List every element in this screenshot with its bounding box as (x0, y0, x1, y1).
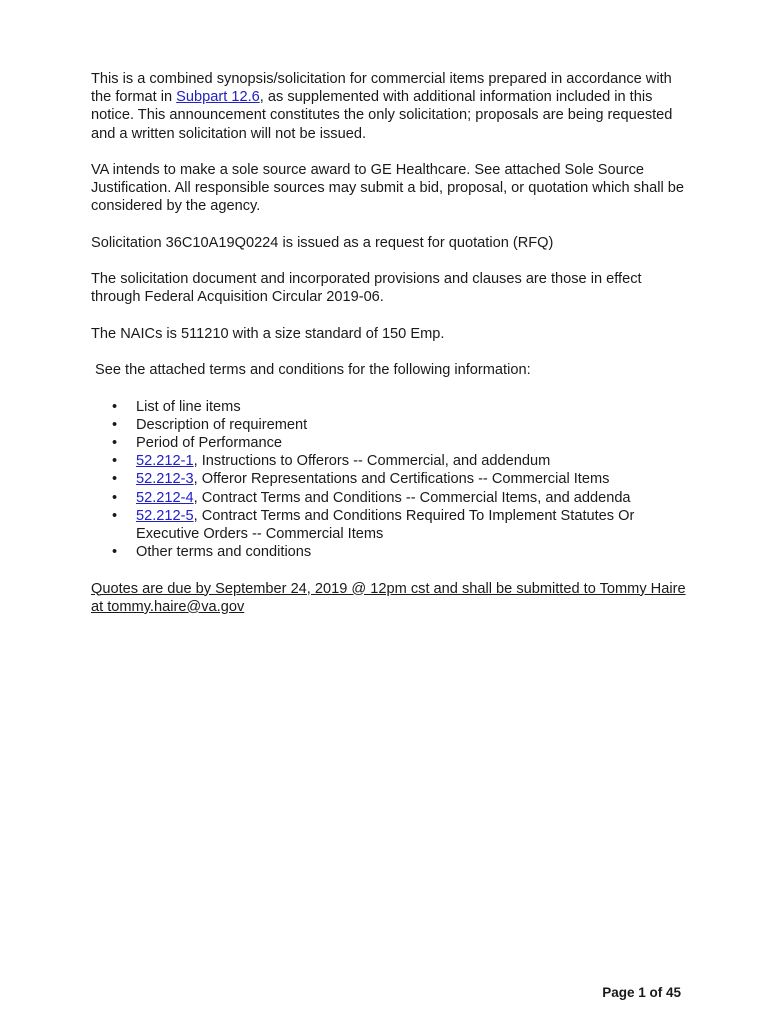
intro-paragraph (91, 70, 691, 143)
naics-paragraph: The NAICs is 511210 with a size standard of 150 Emp. (91, 325, 445, 342)
sole-source-paragraph: VA intends to make a sole source award to GE Healthcare. See attached Sole Source Justification. All responsible sources may submit a bid, proposal, or quotation which shall be considered by the agency. (91, 162, 684, 215)
bullet-icon: • (112, 544, 118, 561)
bullet-icon: • (112, 489, 118, 506)
bullet-icon: • (112, 434, 118, 451)
list-item (91, 470, 691, 488)
clause-link-52-212-4[interactable]: 52.212-4 (136, 489, 194, 506)
intro-text-start: This is a combined synopsis/solicitation for commercial items prepared in accordance with the format in (91, 71, 672, 106)
list-item (91, 398, 691, 416)
list-item (91, 507, 691, 543)
quote-deadline: Quotes are due by September 24, 2019 @ 12pm cst and shall be submitted to Tommy Haire at tommy.haire@va.gov (91, 580, 686, 615)
clause-link-52-212-1[interactable]: 52.212-1 (136, 453, 194, 470)
list-item-text: Period of Performance (136, 434, 283, 451)
list-intro: See the attached terms and conditions for the following information: (95, 362, 531, 379)
list-item-text: List of line items (136, 398, 241, 415)
list-item (91, 416, 691, 434)
page-number: Page 1 of 45 (602, 985, 681, 1000)
list-item-text: Other terms and conditions (136, 544, 312, 561)
intro-text-end: , as supplemented with additional information included in this notice. This announcement constitutes the only solicitation; proposals are being requested and a written solicitation will not be issued. (91, 89, 673, 142)
bullet-icon: • (112, 471, 118, 488)
provisions-paragraph: The solicitation document and incorporated provisions and clauses are those in effect through Federal Acquisition Circular 2019-06. (91, 271, 642, 306)
bullet-icon: • (112, 398, 118, 415)
clause-link-52-212-3[interactable]: 52.212-3 (136, 471, 194, 488)
list-item (91, 489, 691, 507)
list-item-text: , Instructions to Offerors -- Commercial, and addendum (193, 453, 551, 470)
list-item-text: Description of requirement (136, 416, 308, 433)
list-item-text: , Offeror Representations and Certifications -- Commercial Items (193, 471, 610, 488)
document-body (91, 70, 691, 634)
list-item (91, 434, 691, 452)
bullet-icon: • (112, 507, 118, 524)
terms-list (91, 398, 691, 562)
subpart-12-6-link[interactable]: Subpart 12.6 (176, 89, 260, 106)
list-item (91, 452, 691, 470)
solicitation-paragraph: Solicitation 36C10A19Q0224 is issued as a request for quotation (RFQ) (91, 234, 554, 251)
bullet-icon: • (112, 416, 118, 433)
list-item-text: , Contract Terms and Conditions Required To Implement Statutes Or Executive Orders -- Commercial Items (136, 507, 635, 542)
clause-link-52-212-5[interactable]: 52.212-5 (136, 507, 194, 524)
list-item-text: , Contract Terms and Conditions -- Commercial Items, and addenda (193, 489, 631, 506)
list-item (91, 543, 691, 561)
bullet-icon: • (112, 453, 118, 470)
